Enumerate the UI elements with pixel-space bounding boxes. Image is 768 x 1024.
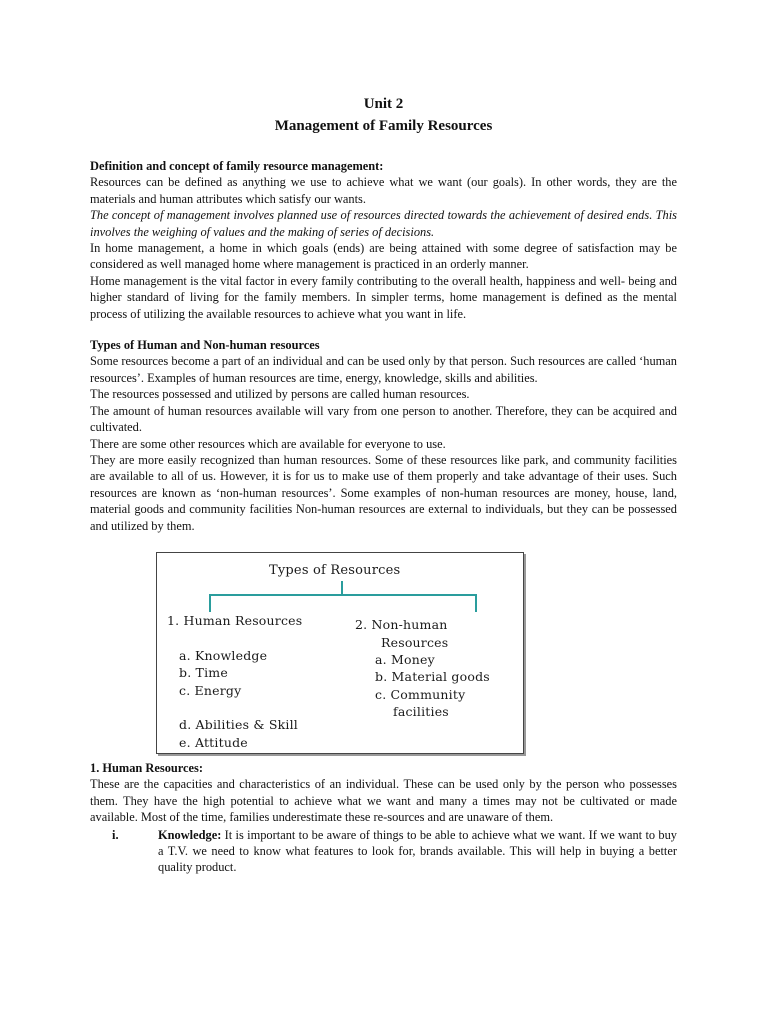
nonhuman-item: facilities bbox=[393, 703, 449, 719]
diagram-connector bbox=[209, 594, 211, 612]
list-term: Knowledge: bbox=[158, 827, 222, 842]
diagram-connector bbox=[475, 594, 477, 612]
paragraph: In home management, a home in which goals (ends) are being attained with some degree of satisfaction may be considered as well managed home where management is practiced in an orderly manner. bbox=[90, 241, 677, 272]
unit-label: Unit 2 bbox=[363, 96, 404, 112]
paragraph: The resources possessed and utilized by persons are called human resources. bbox=[90, 387, 470, 402]
human-item: b. Time bbox=[179, 664, 228, 680]
paragraph: They are more easily recognized than human resources. Some of these resources like park, and community facilities are available to all of us. However, it is for us to make use of them properly and take advantage of their uses. Such resources are known as ‘non-human resources’. Some examples of non-human resources are money, house, land, material goods and community facilities Non-human resources are external to individuals, but they can be possessed and utilized by them. bbox=[90, 452, 677, 533]
list-body bbox=[158, 827, 677, 876]
nonhuman-item: b. Material goods bbox=[375, 668, 490, 684]
list-item bbox=[90, 827, 677, 876]
nonhuman-item: c. Community bbox=[375, 686, 466, 702]
resources-diagram bbox=[156, 552, 524, 754]
section-heading-definition: Definition and concept of family resource management: bbox=[90, 159, 384, 173]
paragraph: The amount of human resources available will vary from one person to another. Therefore, they can be acquired and cultivated. bbox=[90, 403, 677, 435]
nonhuman-resources-title-line2: Resources bbox=[381, 634, 449, 650]
nonhuman-resources-title: 2. Non-human bbox=[355, 616, 448, 632]
human-item: c. Energy bbox=[179, 682, 242, 698]
diagram-root: Types of Resources bbox=[269, 562, 401, 578]
page-title: Management of Family Resources bbox=[274, 118, 493, 134]
nonhuman-item: a. Money bbox=[375, 651, 435, 667]
paragraph: Home management is the vital factor in every family contributing to the overall health, happiness and well- being and higher standard of living for the family members. In simpler terms, home management is defined as the mental process of utilizing the available resources to achieve what you want in life. bbox=[90, 273, 677, 321]
section-heading-types: Types of Human and Non-human resources bbox=[90, 338, 320, 353]
human-resources-title: 1. Human Resources bbox=[167, 612, 303, 628]
document-page bbox=[90, 93, 677, 876]
human-item: e. Attitude bbox=[179, 734, 248, 750]
section-heading-human-resources: 1. Human Resources: bbox=[90, 760, 204, 775]
paragraph: Resources can be defined as anything we use to achieve what we want (our goals). In other words, they are the materials and human attributes which satisfy our wants. bbox=[90, 175, 677, 206]
paragraph-italic: The concept of management involves planned use of resources directed towards the achievement of desired ends. This involves the weighing of values and the making of series of decisions. bbox=[90, 208, 677, 239]
diagram-connector bbox=[209, 594, 477, 596]
list-text: It is important to be aware of things to be able to achieve what we want. If we want to buy a T.V. we need to know what features to look for, brands available. This will help in buying a better quality product. bbox=[158, 827, 677, 875]
paragraph: There are some other resources which are available for everyone to use. bbox=[90, 436, 446, 451]
human-item: a. Knowledge bbox=[179, 647, 268, 663]
diagram-connector bbox=[341, 581, 343, 595]
paragraph: These are the capacities and characteristics of an individual. These can be used only by the person who possesses them. They have the high potential to achieve what we want and many a times may not be cultivated or made available. Most of the time, families underestimate these re-sources and are unaware of them. bbox=[90, 777, 677, 825]
list-number: i. bbox=[112, 827, 119, 842]
paragraph: Some resources become a part of an individual and can be used only by that person. Such resources are called ‘human resources’. Examples of human resources are time, energy, knowledge, skills and abilities. bbox=[90, 354, 677, 385]
human-item: d. Abilities & Skill bbox=[179, 716, 299, 732]
